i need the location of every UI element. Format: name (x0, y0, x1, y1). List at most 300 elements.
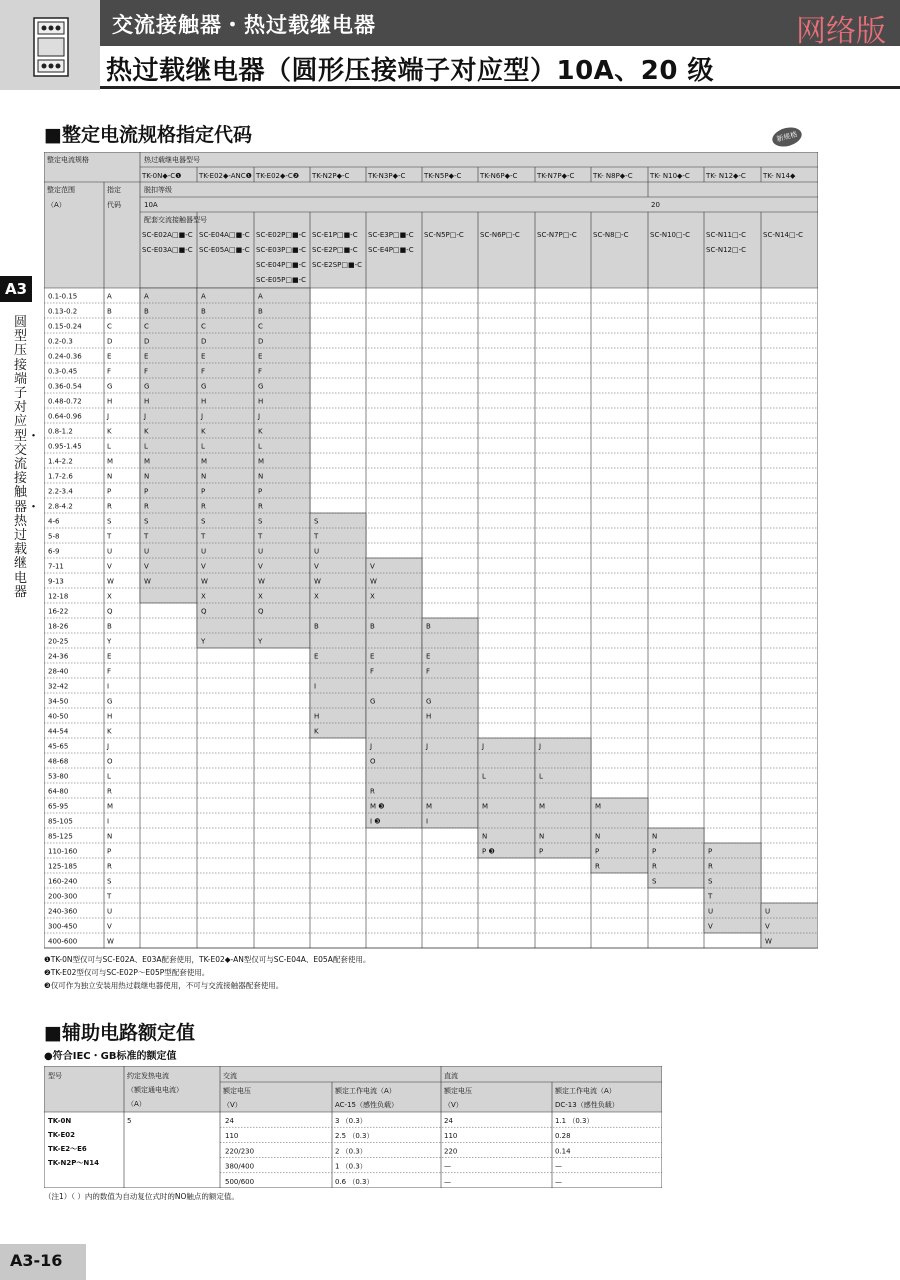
code-cell-25: F (107, 667, 112, 676)
block-code-9-3: S (652, 877, 657, 886)
block-code-3-2: U (314, 547, 320, 556)
range-cell-6: 0.36-0.54 (48, 382, 82, 391)
block-code-10-4: U (708, 907, 714, 916)
range-cell-5: 0.3-0.45 (48, 367, 78, 376)
contactor-model-4-1: SC-E4P□■-C (368, 246, 414, 254)
contactor-model-2-2: SC-E04P□■-C (256, 261, 307, 269)
header-range-label: 整定范围 (47, 186, 75, 194)
block-code-1-10: L (201, 442, 205, 451)
block-code-10-1: R (708, 862, 713, 871)
block-code-5-6: H (426, 712, 432, 721)
range-cell-2: 0.15-0.24 (48, 322, 82, 331)
aux-h-dc: 直流 (444, 1072, 458, 1080)
block-code-0-7: H (144, 397, 150, 406)
aux-model-0: TK-0N (48, 1117, 72, 1125)
block-code-7-6: N (539, 832, 545, 841)
code-cell-7: H (107, 397, 113, 406)
page-title: 热过载继电器（圆形压接端子对应型）10A、20 级 (106, 56, 715, 86)
section-subtitle-iec: ●符合IEC・GB标准的额定值 (44, 1051, 177, 1062)
code-cell-1: B (107, 307, 112, 316)
block-code-1-15: S (201, 517, 206, 526)
block-code-2-16: T (258, 532, 263, 541)
aux-h-model: 型号 (48, 1072, 62, 1080)
block-code-2-7: H (258, 397, 264, 406)
aux-h-ac-i-1: AC-15（感性负载） (335, 1101, 398, 1109)
block-code-1-20: X (201, 592, 206, 601)
section-title-aux-rating: ■辅助电路额定值 (44, 1022, 195, 1044)
code-cell-43: W (107, 937, 114, 946)
aux-dc-current-2: 0.14 (555, 1147, 571, 1156)
aux-dc-current-1: 0.28 (555, 1132, 571, 1141)
code-cell-9: K (107, 427, 112, 436)
block-code-1-3: D (201, 337, 207, 346)
block-code-4-7: F (370, 667, 375, 676)
block-code-7-7: P (539, 847, 544, 856)
block-code-5-2: E (426, 652, 431, 661)
block-code-2-14: R (258, 502, 263, 511)
range-cell-29: 44-54 (48, 727, 69, 736)
relay-model-0: TK-0N◆-C❶ (142, 172, 182, 180)
relay-model-6: TK-N6P◆-C (480, 172, 518, 180)
code-cell-21: Q (107, 607, 113, 616)
range-cell-15: 4-6 (48, 517, 60, 526)
range-cell-31: 48-68 (48, 757, 69, 766)
range-cell-20: 12-18 (48, 592, 69, 601)
aux-model-3: TK-N2P～N14 (48, 1159, 99, 1167)
code-cell-10: L (107, 442, 111, 451)
code-cell-14: R (107, 502, 112, 511)
range-cell-14: 2.8-4.2 (48, 502, 73, 511)
block-code-2-23: Y (258, 637, 263, 646)
contactor-device-icon (30, 16, 72, 78)
code-cell-32: L (107, 772, 111, 781)
web-version-label: 网络版 (796, 14, 886, 49)
block-code-1-18: V (201, 562, 206, 571)
contactor-model-7-0: SC-N7P□-C (537, 231, 577, 239)
code-cell-0: A (107, 292, 112, 301)
code-cell-39: S (107, 877, 112, 886)
range-cell-37: 110-160 (48, 847, 78, 856)
range-cell-30: 45-65 (48, 742, 69, 751)
block-code-0-16: T (144, 532, 149, 541)
aux-model-2: TK-E2～E6 (48, 1145, 87, 1153)
block-code-1-2: C (201, 322, 206, 331)
block-code-5-8: J (426, 742, 429, 751)
block-code-11-2: W (765, 937, 772, 946)
block-code-5-3: F (426, 667, 431, 676)
block-code-10-2: S (708, 877, 713, 886)
block-code-4-4: B (370, 622, 375, 631)
range-cell-3: 0.2-0.3 (48, 337, 73, 346)
block-code-4-1: W (370, 577, 377, 586)
contactor-model-1-1: SC-E05A□■-C (199, 246, 250, 254)
code-cell-4: E (107, 352, 112, 361)
side-vertical-text: 圆型压接端子对应型・交流接触器・热过载继电器 (14, 315, 41, 600)
range-cell-43: 400-600 (48, 937, 78, 946)
code-cell-19: W (107, 577, 114, 586)
aux-model-1: TK-E02 (48, 1131, 76, 1139)
aux-ac-voltage-4: 500/600 (225, 1177, 255, 1186)
contactor-model-10-0: SC-N11□-C (706, 231, 747, 239)
block-code-6-7: P ❸ (482, 847, 495, 856)
aux-ac-voltage-2: 220/230 (225, 1147, 255, 1156)
block-code-1-19: W (201, 577, 208, 586)
range-cell-25: 28-40 (48, 667, 69, 676)
block-code-3-3: V (314, 562, 319, 571)
range-cell-24: 24-36 (48, 652, 69, 661)
code-cell-12: N (107, 472, 113, 481)
new-spec-badge: 新规格 (770, 124, 804, 149)
aux-h-ac: 交流 (223, 1072, 237, 1080)
code-cell-29: K (107, 727, 112, 736)
page-number: A3-16 (10, 1251, 63, 1270)
block-code-2-4: E (258, 352, 263, 361)
page-footer (0, 1244, 86, 1280)
code-cell-15: S (107, 517, 112, 526)
code-cell-42: V (107, 922, 112, 931)
code-cell-16: T (107, 532, 112, 541)
block-code-3-13: H (314, 712, 320, 721)
block-code-0-11: M (144, 457, 151, 466)
aux-dc-voltage-4: — (444, 1177, 451, 1186)
block-code-3-7: B (314, 622, 319, 631)
code-cell-8: J (107, 412, 110, 421)
block-code-6-4: M (482, 802, 489, 811)
block-code-6-6: N (482, 832, 488, 841)
header-relay-model-label: 热过载继电器型号 (144, 156, 200, 164)
section-title-setting-code: ■整定电流规格指定代码 (44, 124, 252, 146)
range-cell-40: 200-300 (48, 892, 78, 901)
block-code-6-2: L (482, 772, 486, 781)
block-code-2-2: C (258, 322, 263, 331)
range-cell-26: 32-42 (48, 682, 69, 691)
code-cell-35: I (107, 817, 110, 826)
block-code-10-5: V (708, 922, 713, 931)
code-cell-38: R (107, 862, 112, 871)
code-cell-41: U (107, 907, 113, 916)
relay-model-4: TK-N3P◆-C (368, 172, 406, 180)
code-cell-27: G (107, 697, 113, 706)
block-code-5-0: B (426, 622, 431, 631)
block-code-1-23: Y (201, 637, 206, 646)
aux-dc-voltage-0: 24 (444, 1117, 453, 1125)
contactor-model-3-1: SC-E2P□■-C (312, 246, 358, 254)
block-code-3-1: T (314, 532, 319, 541)
range-cell-36: 85-125 (48, 832, 73, 841)
block-code-3-4: W (314, 577, 321, 586)
block-code-4-13: O (370, 757, 376, 766)
note-2: ❷TK-E02型仅可与SC-E02P～E05P型配套使用。 (44, 968, 210, 977)
block-code-10-3: T (708, 892, 713, 901)
header-contactor-label: 配套交流接触器型号 (144, 216, 207, 224)
block-code-7-2: L (539, 772, 543, 781)
range-cell-13: 2.2-3.4 (48, 487, 73, 496)
relay-model-5: TK-N5P◆-C (424, 172, 462, 180)
block-code-7-4: M (539, 802, 546, 811)
block-code-1-6: G (201, 382, 207, 391)
contactor-model-9-0: SC-N10□-C (650, 231, 691, 239)
aux-h-ac-i-0: 额定工作电流（A） (335, 1087, 396, 1095)
code-cell-40: T (107, 892, 112, 901)
aux-ac-voltage-3: 380/400 (225, 1162, 255, 1171)
contactor-model-3-0: SC-E1P□■-C (312, 231, 358, 239)
code-cell-20: X (107, 592, 112, 601)
block-code-4-15: R (370, 787, 375, 796)
code-cell-2: C (107, 322, 112, 331)
code-cell-26: I (107, 682, 110, 691)
range-cell-1: 0.13-0.2 (48, 307, 78, 316)
aux-h-dc-v-1: （V） (444, 1101, 463, 1109)
aux-dc-current-3: — (555, 1162, 562, 1171)
aux-current-value: 5 (127, 1117, 132, 1125)
code-cell-37: P (107, 847, 112, 856)
aux-h-dc-i-0: 额定工作电流（A） (555, 1087, 616, 1095)
block-code-2-20: X (258, 592, 263, 601)
block-code-3-5: X (314, 592, 319, 601)
block-code-1-8: J (201, 412, 204, 421)
contactor-model-4-0: SC-E3P□■-C (368, 231, 414, 239)
code-cell-11: M (107, 457, 114, 466)
block-code-5-12: M (426, 802, 433, 811)
code-cell-13: P (107, 487, 112, 496)
block-code-0-1: B (144, 307, 149, 316)
block-code-1-4: E (201, 352, 206, 361)
block-code-2-15: S (258, 517, 263, 526)
range-cell-35: 85-105 (48, 817, 73, 826)
contactor-model-2-3: SC-E05P□■-C (256, 276, 307, 284)
header-spec-label: 整定电流规格 (47, 156, 89, 164)
range-cell-12: 1.7-2.6 (48, 472, 73, 481)
code-block-col-0 (140, 288, 197, 603)
block-code-2-8: J (258, 412, 261, 421)
aux-h-current-0: 约定发热电流 (127, 1072, 169, 1080)
block-code-0-2: C (144, 322, 149, 331)
block-code-1-16: T (201, 532, 206, 541)
block-code-4-12: J (370, 742, 373, 751)
contactor-model-0-1: SC-E03A□■-C (142, 246, 193, 254)
block-code-1-12: N (201, 472, 207, 481)
range-cell-18: 7-11 (48, 562, 64, 571)
aux-h-ac-v-0: 额定电压 (223, 1087, 251, 1095)
range-cell-41: 240-360 (48, 907, 78, 916)
range-cell-38: 125-185 (48, 862, 78, 871)
block-code-9-1: P (652, 847, 657, 856)
aux-ac-current-3: 1 （0.3） (335, 1162, 367, 1171)
aux-dc-voltage-1: 110 (444, 1132, 458, 1141)
code-cell-5: F (107, 367, 112, 376)
block-code-2-6: G (258, 382, 264, 391)
block-code-11-0: U (765, 907, 771, 916)
contactor-model-11-0: SC-N14□-C (763, 231, 804, 239)
contactor-model-10-1: SC-N12□-C (706, 246, 747, 254)
aux-dc-current-4: — (555, 1177, 562, 1186)
contactor-model-2-1: SC-E03P□■-C (256, 246, 307, 254)
contactor-model-1-0: SC-E04A□■-C (199, 231, 250, 239)
block-code-0-8: J (144, 412, 147, 421)
aux-h-current-2: （A） (127, 1100, 146, 1108)
block-code-1-9: K (201, 427, 206, 436)
range-cell-27: 34-50 (48, 697, 69, 706)
block-code-2-3: D (258, 337, 264, 346)
block-code-1-1: B (201, 307, 206, 316)
aux-dc-current-0: 1.1 （0.3） (555, 1117, 594, 1125)
range-cell-4: 0.24-0.36 (48, 352, 82, 361)
code-cell-34: M (107, 802, 114, 811)
contactor-model-2-0: SC-E02P□■-C (256, 231, 307, 239)
block-code-0-3: D (144, 337, 150, 346)
block-code-0-9: K (144, 427, 149, 436)
contactor-model-5-0: SC-N5P□-C (424, 231, 464, 239)
block-code-3-11: I (314, 682, 317, 691)
trip-class-20: 20 (651, 201, 660, 209)
block-code-0-5: F (144, 367, 149, 376)
header-category: 交流接触器・热过载继电器 (112, 13, 376, 37)
range-cell-33: 64-80 (48, 787, 69, 796)
range-cell-22: 18-26 (48, 622, 69, 631)
block-code-4-9: G (370, 697, 376, 706)
block-code-2-5: F (258, 367, 263, 376)
aux-h-ac-v-1: （V） (223, 1101, 242, 1109)
code-cell-28: H (107, 712, 113, 721)
aux-dc-voltage-3: — (444, 1162, 451, 1171)
code-cell-3: D (107, 337, 113, 346)
relay-model-3: TK-N2P◆-C (312, 172, 350, 180)
aux-ac-current-1: 2.5 （0.3） (335, 1132, 374, 1141)
block-code-1-17: U (201, 547, 207, 556)
note-1: ❶TK-0N型仅可与SC-E02A、E03A配套使用，TK-E02◆-AN型仅可与SC-E04A、E05A配套使用。 (44, 955, 371, 964)
block-code-8-0: M (595, 802, 602, 811)
aux-h-dc-i-1: DC-13（感性负载） (555, 1101, 619, 1109)
aux-h-current-1: （额定通电电流） (127, 1086, 183, 1094)
trip-class-10: 10A (144, 201, 158, 209)
aux-table-note: （注1）（ ）内的数值为自动复位式时的NO触点的额定值。 (44, 1192, 239, 1201)
aux-ac-current-0: 3 （0.3） (335, 1117, 367, 1125)
block-code-9-0: N (652, 832, 658, 841)
block-code-4-6: E (370, 652, 375, 661)
range-cell-32: 53-80 (48, 772, 69, 781)
contactor-model-8-0: SC-N8□-C (593, 231, 629, 239)
block-code-0-15: S (144, 517, 149, 526)
relay-model-1: TK-E02◆-ANC❶ (199, 172, 252, 180)
block-code-1-7: H (201, 397, 207, 406)
aux-rating-table (44, 1066, 662, 1188)
note-3: ❸仅可作为独立安装用热过载继电器使用，不可与交流接触器配套使用。 (44, 981, 284, 990)
relay-model-8: TK- N8P◆-C (593, 172, 633, 180)
code-cell-30: J (107, 742, 110, 751)
block-code-3-9: E (314, 652, 319, 661)
code-cell-33: R (107, 787, 112, 796)
range-cell-17: 6-9 (48, 547, 60, 556)
block-code-9-2: R (652, 862, 657, 871)
code-cell-18: V (107, 562, 112, 571)
block-code-0-17: U (144, 547, 150, 556)
range-cell-19: 9-13 (48, 577, 64, 586)
range-cell-23: 20-25 (48, 637, 69, 646)
block-code-1-21: Q (201, 607, 207, 616)
block-code-7-0: J (539, 742, 542, 751)
block-code-2-18: V (258, 562, 263, 571)
range-cell-42: 300-450 (48, 922, 78, 931)
block-code-2-17: U (258, 547, 264, 556)
setting-code-table (44, 152, 818, 950)
block-code-0-6: G (144, 382, 150, 391)
range-cell-0: 0.1-0.15 (48, 292, 78, 301)
block-code-8-3: P (595, 847, 600, 856)
block-code-2-11: M (258, 457, 265, 466)
block-code-3-14: K (314, 727, 319, 736)
range-cell-9: 0.8-1.2 (48, 427, 73, 436)
block-code-0-13: P (144, 487, 149, 496)
contactor-model-3-2: SC-E2SP□■-C (312, 261, 363, 269)
table-notes (44, 953, 370, 992)
range-cell-34: 65-95 (48, 802, 69, 811)
block-code-0-10: L (144, 442, 148, 451)
block-code-0-19: W (144, 577, 151, 586)
block-code-4-17: I ❸ (370, 817, 381, 826)
block-code-1-13: P (201, 487, 206, 496)
block-code-11-1: V (765, 922, 770, 931)
range-cell-8: 0.64-0.96 (48, 412, 82, 421)
block-code-8-2: N (595, 832, 601, 841)
block-code-0-12: N (144, 472, 150, 481)
block-code-10-0: P (708, 847, 713, 856)
aux-ac-current-4: 0.6 （0.3） (335, 1177, 374, 1186)
header-code-label-2: 代码 (107, 201, 121, 209)
block-code-8-4: R (595, 862, 600, 871)
block-code-0-0: A (144, 292, 149, 301)
code-cell-17: U (107, 547, 113, 556)
block-code-4-2: X (370, 592, 375, 601)
block-code-2-13: P (258, 487, 263, 496)
range-cell-39: 160-240 (48, 877, 78, 886)
header-range-unit: （A） (47, 201, 66, 209)
range-cell-7: 0.48-0.72 (48, 397, 82, 406)
range-cell-11: 1.4-2.2 (48, 457, 73, 466)
block-code-5-13: I (426, 817, 429, 826)
block-code-2-19: W (258, 577, 265, 586)
block-code-2-1: B (258, 307, 263, 316)
code-cell-22: B (107, 622, 112, 631)
range-cell-10: 0.95-1.45 (48, 442, 82, 451)
relay-model-2: TK-E02◆-C❷ (256, 172, 300, 180)
relay-model-10: TK- N12◆-C (706, 172, 746, 180)
block-code-4-0: V (370, 562, 375, 571)
block-code-2-0: A (258, 292, 263, 301)
block-code-2-9: K (258, 427, 263, 436)
block-code-2-12: N (258, 472, 264, 481)
header-rule (100, 86, 900, 89)
contactor-model-0-0: SC-E02A□■-C (142, 231, 193, 239)
header-code-label: 指定 (107, 186, 121, 194)
block-code-0-18: V (144, 562, 149, 571)
aux-ac-voltage-0: 24 (225, 1117, 234, 1125)
block-code-1-11: M (201, 457, 208, 466)
block-code-3-0: S (314, 517, 319, 526)
relay-model-11: TK- N14◆ (763, 172, 796, 180)
code-cell-36: N (107, 832, 113, 841)
code-cell-24: E (107, 652, 112, 661)
block-code-0-14: R (144, 502, 149, 511)
block-code-1-5: F (201, 367, 206, 376)
range-cell-28: 40-50 (48, 712, 69, 721)
block-code-1-0: A (201, 292, 206, 301)
aux-ac-current-2: 2 （0.3） (335, 1147, 367, 1156)
block-code-2-10: L (258, 442, 262, 451)
aux-h-dc-v-0: 额定电压 (444, 1087, 472, 1095)
code-cell-23: Y (107, 637, 112, 646)
code-cell-31: O (107, 757, 113, 766)
block-code-2-21: Q (258, 607, 264, 616)
